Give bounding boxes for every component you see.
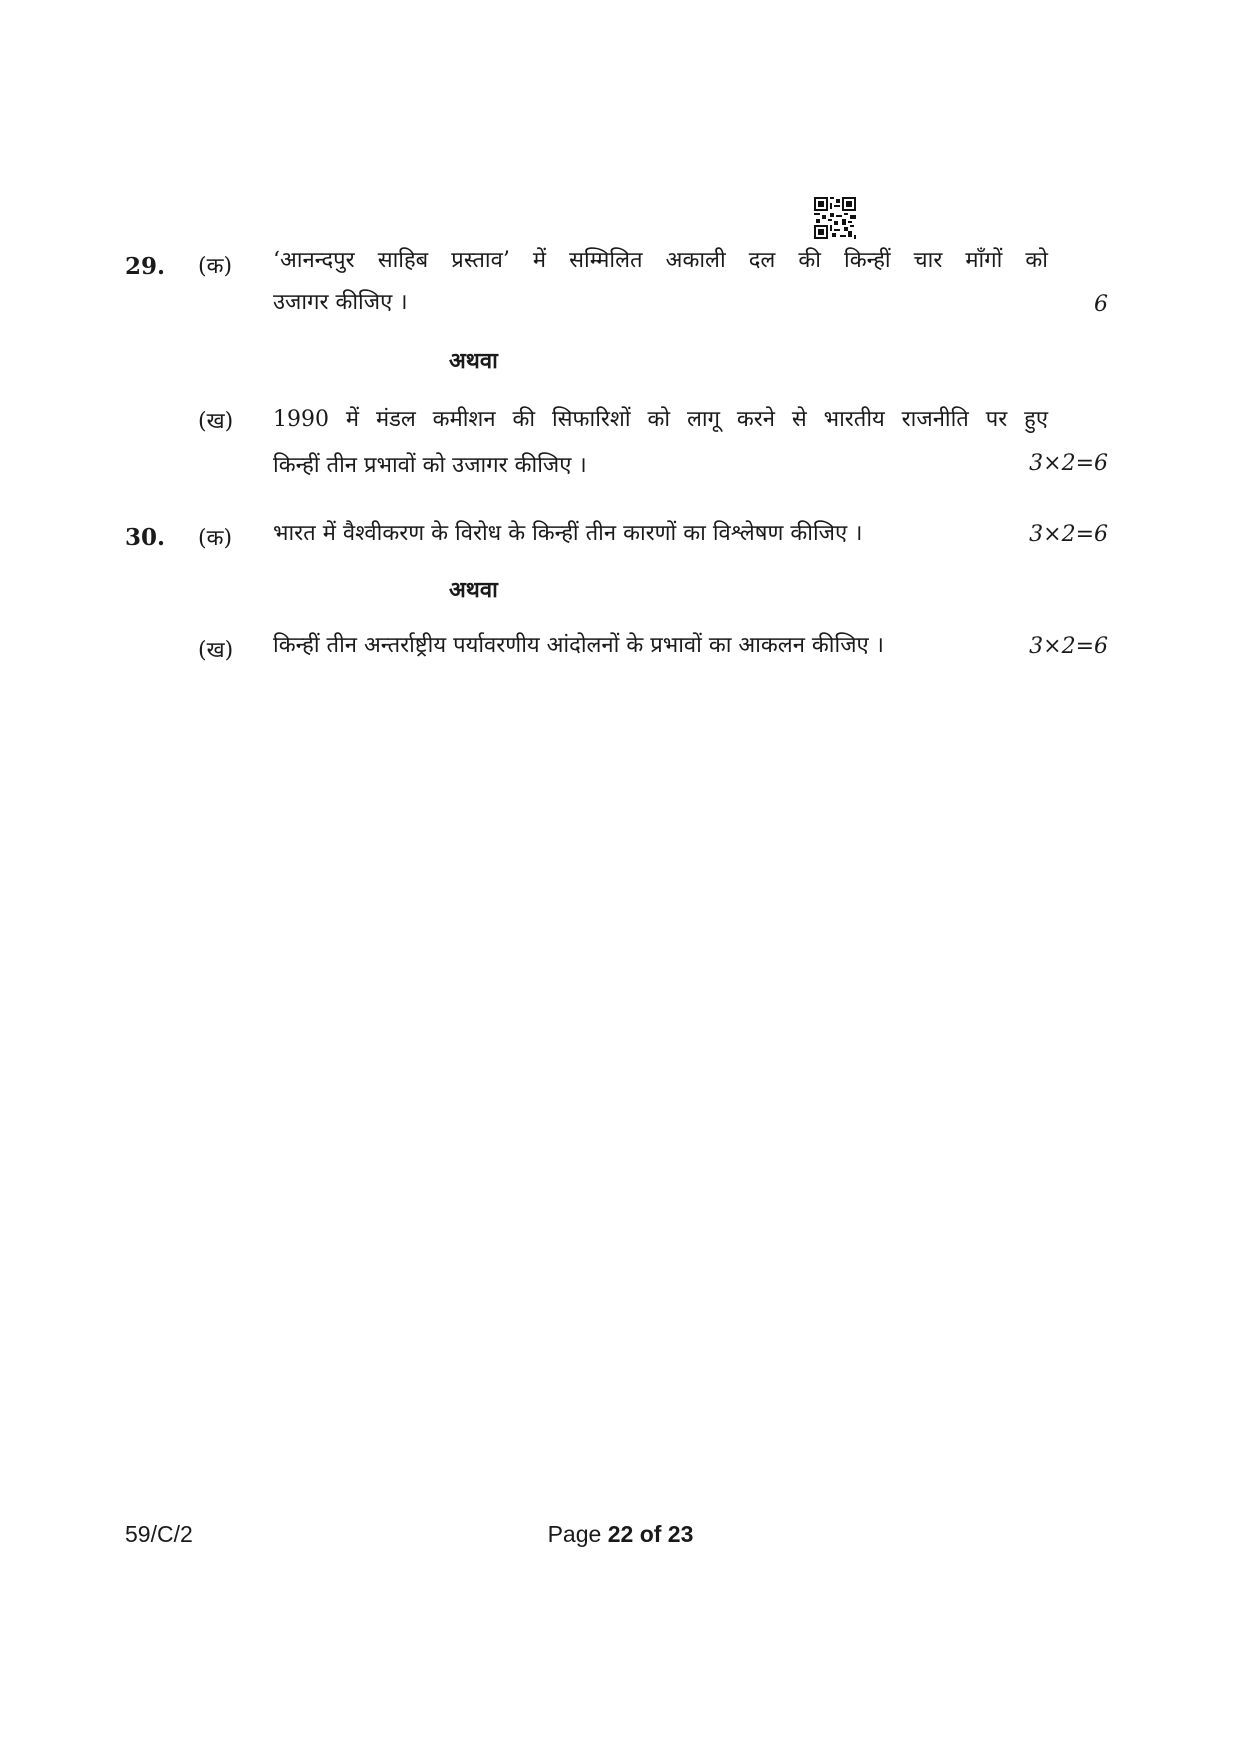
question-text-line: ‘आनन्दपुर साहिब प्रस्ताव’ में सम्मिलित अकाली दल की किन्हीं चार माँगों को <box>273 248 1048 273</box>
question-part-label: (क) <box>198 254 233 279</box>
question-text <box>273 240 1048 324</box>
page-indicator <box>0 1521 1241 1548</box>
question-number: 29. <box>125 253 166 280</box>
paper-code: 59/C/2 <box>125 1521 193 1547</box>
qr-code-icon <box>814 197 856 239</box>
question-part-label: (ख) <box>198 409 234 434</box>
or-separator: अथवा <box>449 348 498 374</box>
marks-label: 6 <box>1094 292 1108 317</box>
marks-label: 3×2=6 <box>1029 522 1108 547</box>
question-text <box>273 513 993 555</box>
question-text-line: किन्हीं तीन प्रभावों को उजागर कीजिए । <box>273 453 587 478</box>
question-part-label: (ख) <box>198 638 234 663</box>
question-number: 30. <box>125 524 166 551</box>
question-text-line: उजागर कीजिए । <box>273 290 408 315</box>
page-prefix: Page <box>547 1521 602 1547</box>
marks-label: 3×2=6 <box>1029 451 1108 476</box>
question-part-label: (क) <box>198 526 233 551</box>
page-total: 23 <box>667 1521 694 1547</box>
page-of: of <box>639 1521 662 1547</box>
marks-label: 3×2=6 <box>1029 634 1108 659</box>
question-text-line: भारत में वैश्वीकरण के विरोध के किन्हीं तीन कारणों का विश्लेषण कीजिए । <box>273 521 863 546</box>
or-separator: अथवा <box>449 577 498 603</box>
page-current: 22 <box>607 1521 634 1547</box>
question-text-line: किन्हीं तीन अन्तर्राष्ट्रीय पर्यावरणीय आंदोलनों के प्रभावों का आकलन कीजिए । <box>273 633 885 658</box>
question-text <box>273 397 1048 489</box>
question-text <box>273 625 1013 667</box>
question-text-line: 1990 में मंडल कमीशन की सिफारिशों को लागू करने से भारतीय राजनीति पर हुए <box>273 407 1048 432</box>
